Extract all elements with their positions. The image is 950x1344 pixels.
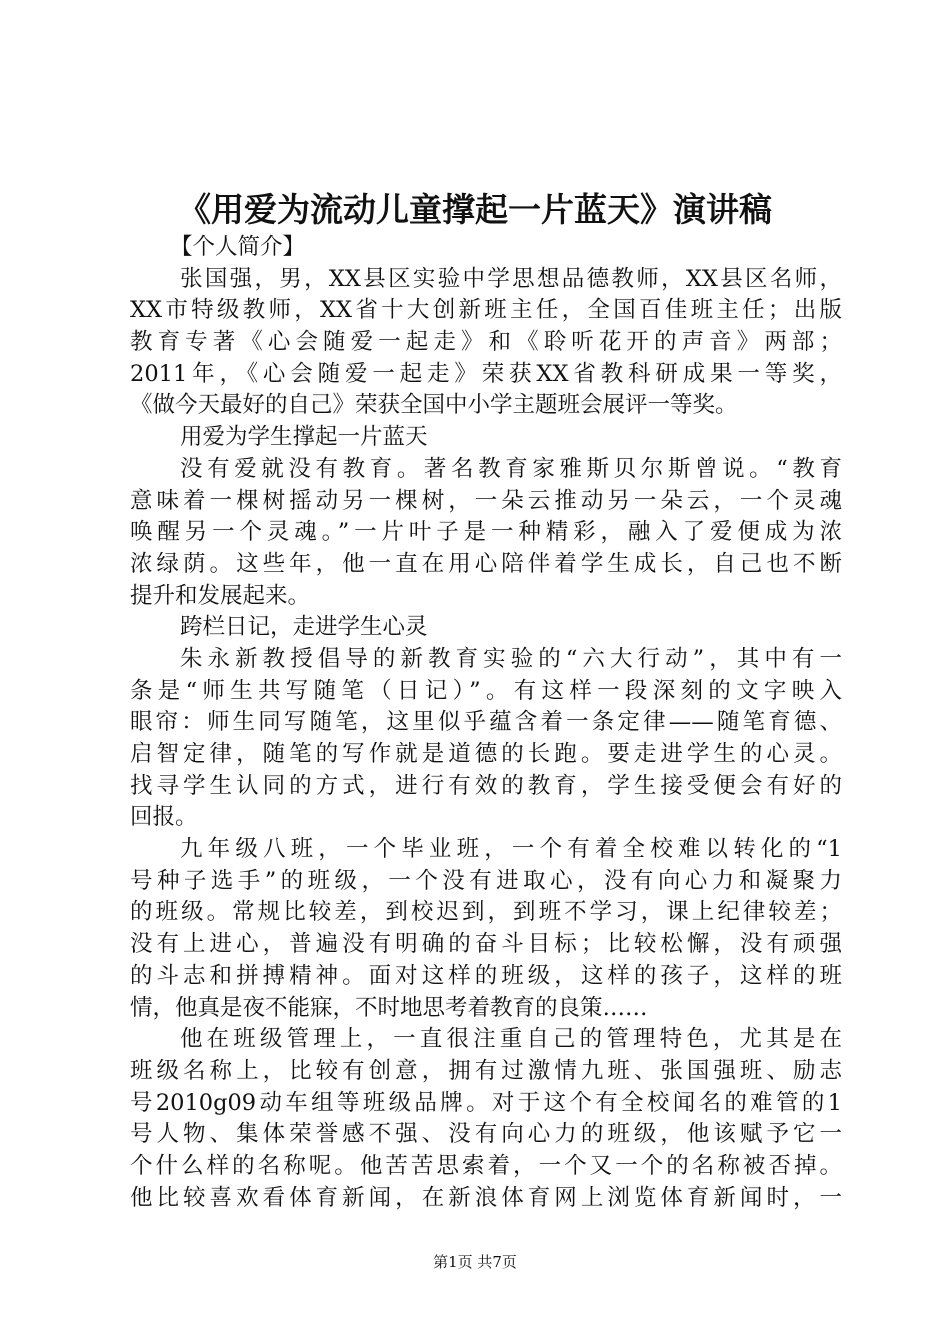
document-title: 《用爱为流动儿童撑起一片蓝天》演讲稿 bbox=[178, 190, 772, 229]
section-heading: 用爱为学生撑起一片蓝天 bbox=[180, 424, 428, 451]
text-line: 他比较喜欢看体育新闻，在新浪体育网上浏览体育新闻时，一 bbox=[130, 1184, 842, 1211]
text-line: 启智定律，随笔的写作就是道德的长跑。要走进学生的心灵。 bbox=[130, 741, 842, 767]
section-heading: 跨栏日记，走进学生心灵 bbox=[180, 614, 428, 641]
text-line: 个什么样的名称呢。他苦苦思索着，一个又一个的名称被否掉。 bbox=[130, 1152, 842, 1179]
text-line: 班级名称上，比较有创意，拥有过激情九班、张国强班、励志 bbox=[130, 1057, 842, 1084]
text-line: 没有爱就没有教育。著名教育家雅斯贝尔斯曾说。“教育 bbox=[180, 455, 842, 482]
text-line: 教育专著《心会随爱一起走》和《聆听花开的声音》两部； bbox=[130, 329, 842, 356]
text-line: 提升和发展起来。 bbox=[130, 582, 311, 609]
text-line: 的斗志和拼搏精神。面对这样的班级，这样的孩子，这样的班 bbox=[130, 962, 842, 989]
text-line: 回报。 bbox=[130, 804, 198, 831]
text-line: 的班级。常规比较差，到校迟到，到班不学习，课上纪律较差； bbox=[130, 899, 842, 926]
text-line: 2011年，《心会随爱一起走》荣获XX省教科研成果一等奖， bbox=[130, 360, 842, 387]
document-body bbox=[130, 232, 842, 1214]
text-line: 号2010g09动车组等班级品牌。对于这个有全校闻名的难管的1 bbox=[130, 1089, 842, 1116]
text-line: 眼帘：师生同写随笔，这里似乎蕴含着一条定律——随笔育德、 bbox=[130, 709, 842, 736]
text-line: 张国强，男，XX县区实验中学思想品德教师，XX县区名师， bbox=[180, 265, 842, 292]
text-line: 号种子选手”的班级，一个没有进取心，没有向心力和凝聚力 bbox=[130, 867, 842, 894]
text-line: XX市特级教师，XX省十大创新班主任，全国百佳班主任；出版 bbox=[130, 297, 842, 324]
text-line: 条是“师生共写随笔（日记）”。有这样一段深刻的文字映入 bbox=[130, 677, 842, 704]
section-heading-profile: 【个人简介】 bbox=[170, 234, 306, 260]
text-line: 号人物、集体荣誉感不强、没有向心力的班级，他该赋予它一 bbox=[130, 1121, 842, 1148]
text-line: 浓绿荫。这些年，他一直在用心陪伴着学生成长，自己也不断 bbox=[130, 550, 842, 577]
text-line: 《做今天最好的自己》荣获全国中小学主题班会展评一等奖。 bbox=[130, 392, 738, 419]
text-line: 没有上进心，普遍没有明确的奋斗目标；比较松懈，没有顽强 bbox=[130, 931, 842, 958]
text-line: 他在班级管理上，一直很注重自己的管理特色，尤其是在 bbox=[180, 1026, 842, 1053]
page-footer: 第1页 共7页 bbox=[433, 1253, 517, 1271]
text-line: 意味着一棵树摇动另一棵树，一朵云推动另一朵云，一个灵魂 bbox=[130, 487, 842, 514]
text-line: 情，他真是夜不能寐，不时地思考着教育的良策…… bbox=[130, 994, 648, 1021]
text-line: 唤醒另一个灵魂。”一片叶子是一种精彩，融入了爱便成为浓 bbox=[130, 519, 842, 546]
text-line: 朱永新教授倡导的新教育实验的“六大行动”，其中有一 bbox=[180, 645, 842, 672]
text-line: 九年级八班，一个毕业班，一个有着全校难以转化的“1 bbox=[180, 836, 842, 863]
text-line: 找寻学生认同的方式，进行有效的教育，学生接受便会有好的 bbox=[130, 772, 842, 799]
